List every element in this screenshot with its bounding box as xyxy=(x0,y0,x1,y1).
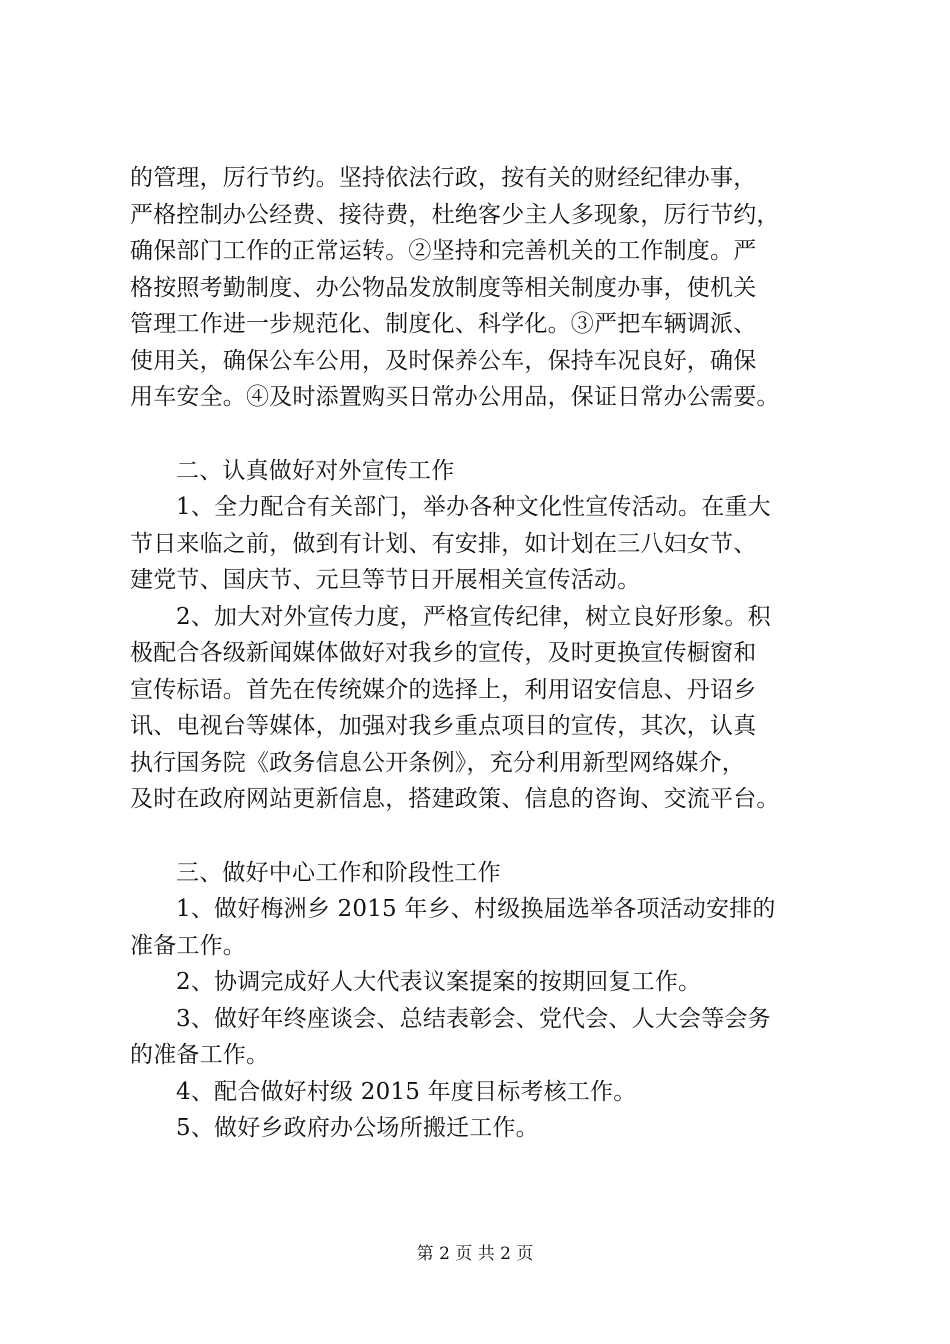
text-line: 1、做好梅洲乡 2015 年乡、村级换届选举各项活动安排的 xyxy=(176,896,776,922)
text-line: 讯、电视台等媒体，加强对我乡重点项目的宣传，其次，认真 xyxy=(130,713,757,739)
text-line: 格按照考勤制度、办公物品发放制度等相关制度办事，使机关 xyxy=(130,274,757,301)
section-2 xyxy=(130,453,830,818)
text-line: 4、配合做好村级 2015 年度目标考核工作。 xyxy=(176,1078,637,1105)
text-line: 管理工作进一步规范化、制度化、科学化。③严把车辆调派、 xyxy=(130,311,757,337)
text-line: 1、全力配合有关部门，举办各种文化性宣传活动。在重大 xyxy=(176,494,771,520)
section-3-item-4 xyxy=(130,1074,830,1111)
text-line: 极配合各级新闻媒体做好对我乡的宣传，及时更换宣传橱窗和 xyxy=(130,640,757,666)
text-line: 确保部门工作的正常运转。②坚持和完善机关的工作制度。严 xyxy=(130,238,757,264)
paragraph-spacer xyxy=(130,818,830,855)
text-line: 宣传标语。首先在传统媒介的选择上，利用诏安信息、丹诏乡 xyxy=(130,676,757,703)
text-line: 的准备工作。 xyxy=(130,1042,270,1068)
text-line: 使用关，确保公车公用，及时保养公车，保持车况良好，确保 xyxy=(130,347,757,374)
text-line: 建党节、国庆节、元旦等节日开展相关宣传活动。 xyxy=(130,567,641,593)
page-footer: 第 2 页 共 2 页 xyxy=(416,1244,534,1264)
text-line: 准备工作。 xyxy=(130,932,246,959)
intro-paragraph xyxy=(130,160,830,416)
section-heading: 二、认真做好对外宣传工作 xyxy=(176,457,455,484)
text-line: 2、加大对外宣传力度，严格宣传纪律，树立良好形象。积 xyxy=(176,603,771,630)
section-heading: 三、做好中心工作和阶段性工作 xyxy=(176,859,501,886)
text-line: 用车安全。④及时添置购买日常办公用品，保证日常办公需要。 xyxy=(130,384,780,410)
text-line: 3、做好年终座谈会、总结表彰会、党代会、人大会等会务 xyxy=(176,1005,771,1032)
section-2-item-2 xyxy=(130,599,830,818)
section-3 xyxy=(130,855,830,1147)
text-line: 严格控制办公经费、接待费，杜绝客少主人多现象，厉行节约， xyxy=(130,201,780,228)
section-3-item-3 xyxy=(130,1001,830,1074)
text-line: 2、协调完成好人大代表议案提案的按期回复工作。 xyxy=(176,969,702,995)
section-3-item-1 xyxy=(130,891,830,964)
text-line: 及时在政府网站更新信息，搭建政策、信息的咨询、交流平台。 xyxy=(130,786,780,812)
section-2-item-1 xyxy=(130,489,830,599)
text-line: 5、做好乡政府办公场所搬迁工作。 xyxy=(176,1115,539,1141)
document-body xyxy=(130,160,830,1147)
text-line: 节日来临之前，做到有计划、有安排，如计划在三八妇女节、 xyxy=(130,530,757,557)
text-line: 的管理，厉行节约。坚持依法行政，按有关的财经纪律办事， xyxy=(130,165,757,191)
paragraph-spacer xyxy=(130,416,830,453)
section-3-item-5 xyxy=(130,1110,830,1147)
text-line: 执行国务院《政务信息公开条例》，充分利用新型网络媒介， xyxy=(130,749,745,776)
section-3-item-2 xyxy=(130,964,830,1001)
